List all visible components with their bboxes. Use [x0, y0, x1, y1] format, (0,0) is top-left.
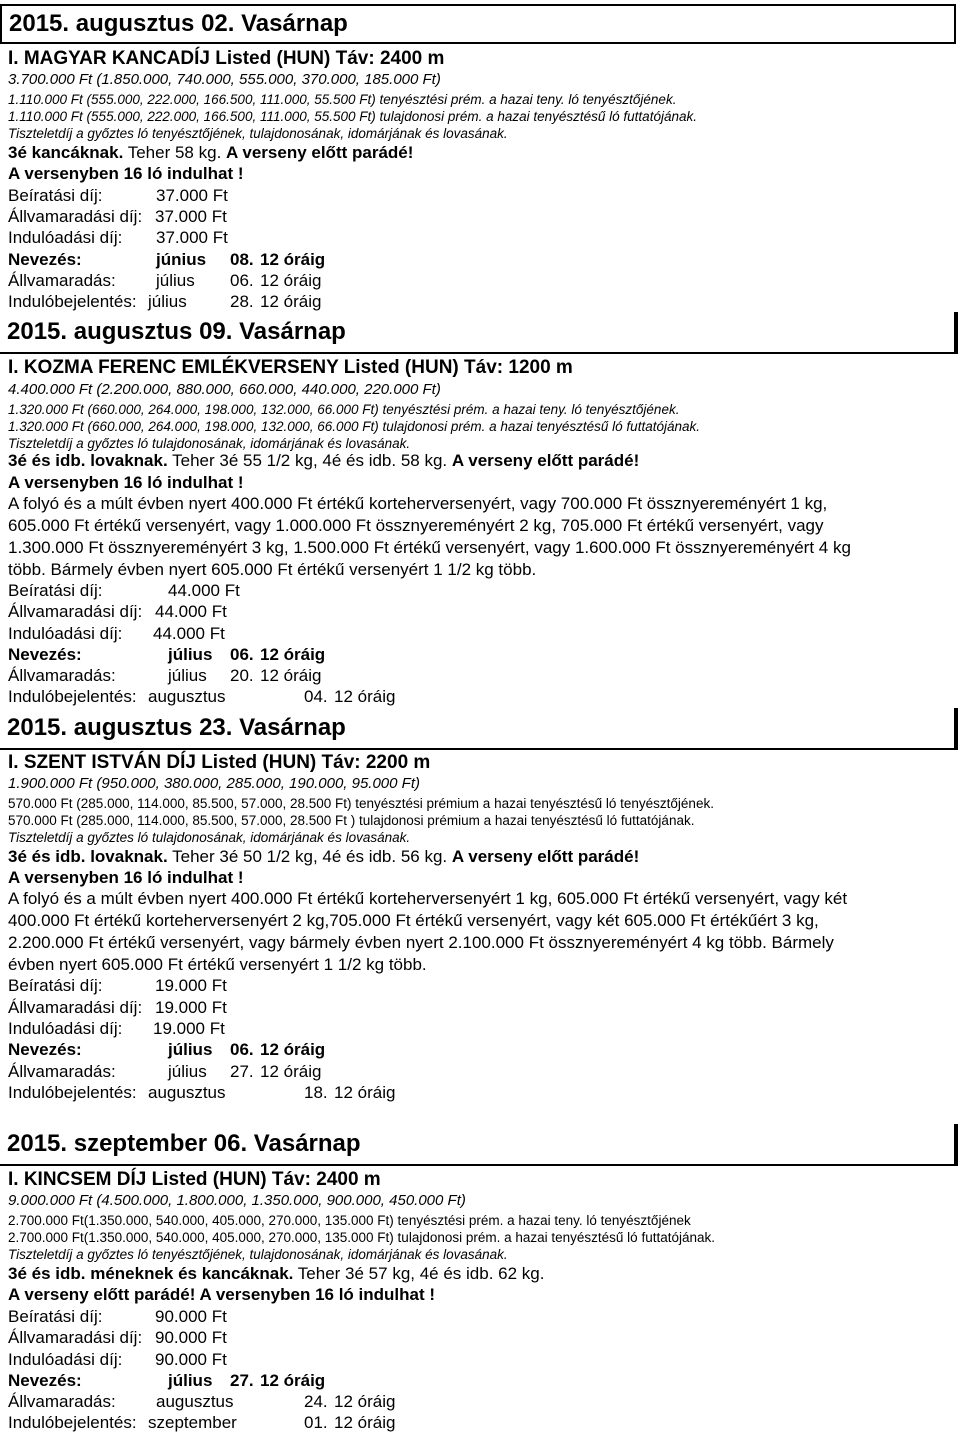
deadline-label: Nevezés:: [8, 1040, 82, 1059]
fee-label: Állvamaradási díj:: [8, 207, 143, 226]
max-runners: A versenyben 16 ló indulhat !: [8, 164, 244, 183]
deadline-label: Nevezés:: [8, 645, 82, 664]
fee-value: 44.000 Ft: [168, 581, 240, 600]
deadline-time: 12 óráig: [334, 687, 396, 706]
deadline-label: Indulóbejelentés:: [8, 1083, 137, 1102]
deadline-label: Nevezés:: [8, 1371, 82, 1390]
weight-penalty-text: A folyó és a múlt évben nyert 400.000 Ft értékű korteherversenyért 1 kg, 605.000 Ft értékű versenyért, vagy két: [8, 889, 848, 908]
race-title: I. KOZMA FERENC EMLÉKVERSENY Listed (HUN) Táv: 1200 m: [8, 357, 573, 378]
breeder-premium: 1.320.000 Ft (660.000, 264.000, 198.000, 132.000, 66.000 Ft) tenyésztési prém. a hazai teny. ló tenyésztőjének.: [8, 402, 680, 417]
fee-label: Állvamaradási díj:: [8, 602, 143, 621]
race-date-header: 2015. szeptember 06. Vasárnap: [0, 1124, 956, 1164]
deadline-day: 24.: [304, 1392, 328, 1411]
deadline-month: július: [168, 645, 213, 664]
deadline-day: 28.: [230, 292, 254, 311]
race-conditions: [8, 143, 413, 163]
deadline-month: július: [168, 1040, 213, 1059]
race-date-header: 2015. augusztus 09. Vasárnap: [0, 312, 956, 352]
fee-label: Beíratási díj:: [8, 976, 103, 995]
fee-label: Indulóadási díj:: [8, 624, 123, 643]
deadline-time: 12 óráig: [260, 292, 322, 311]
breeder-premium: 570.000 Ft (285.000, 114.000, 85.500, 57.000, 28.500 Ft) tenyésztési prémium a hazai tenyésztésű ló tenyésztőjének.: [8, 796, 714, 811]
breeder-premium: 2.700.000 Ft(1.350.000, 540.000, 405.000, 270.000, 135.000 Ft) tenyésztési prém. a hazai teny. ló tenyésztőjének: [8, 1213, 691, 1228]
deadline-month: július: [168, 1062, 207, 1081]
deadline-month: július: [156, 271, 195, 290]
conditions-weight: Teher 3é 50 1/2 kg, 4é és idb. 56 kg.: [167, 847, 452, 866]
deadline-day: 27.: [230, 1062, 254, 1081]
weight-penalty-text: 605.000 Ft értékű versenyért, vagy 1.000.000 Ft össznyereményért 2 kg, 705.000 Ft értékű versenyért, vagy: [8, 516, 824, 535]
deadline-time: 12 óráig: [260, 1062, 322, 1081]
conditions-bold: 3é és idb. méneknek és kancáknak.: [8, 1264, 294, 1283]
race-prize: 4.400.000 Ft (2.200.000, 880.000, 660.000, 440.000, 220.000 Ft): [8, 381, 441, 398]
owner-premium: 2.700.000 Ft(1.350.000, 540.000, 405.000, 270.000, 135.000 Ft) tulajdonosi prém. a hazai tenyésztésű ló futtatójának.: [8, 1230, 715, 1245]
owner-premium: 1.110.000 Ft (555.000, 222.000, 166.500, 111.000, 55.500 Ft) tulajdonosi prém. a hazai tenyésztésű ló futtatójának.: [8, 109, 697, 124]
race-prize: 1.900.000 Ft (950.000, 380.000, 285.000, 190.000, 95.000 Ft): [8, 775, 420, 792]
deadline-day: 27.: [230, 1371, 254, 1390]
deadline-label: Állvamaradás:: [8, 666, 116, 685]
deadline-month: július: [148, 292, 187, 311]
deadline-time: 12 óráig: [334, 1392, 396, 1411]
honor-prize: Tiszteletdíj a győztes ló tulajdonosának, idomárjának és lovasának.: [8, 436, 411, 451]
deadline-month: augusztus: [148, 1083, 226, 1102]
deadline-month: június: [156, 250, 207, 269]
conditions-bold: 3é kancáknak.: [8, 143, 124, 162]
deadline-time: 12 óráig: [260, 271, 322, 290]
weight-penalty-text: A folyó és a múlt évben nyert 400.000 Ft értékű korteherversenyért, vagy 700.000 Ft össznyereményért 1 kg,: [8, 494, 828, 513]
fee-label: Indulóadási díj:: [8, 228, 123, 247]
deadline-label: Indulóbejelentés:: [8, 292, 137, 311]
deadline-label: Indulóbejelentés:: [8, 687, 137, 706]
divider: [956, 312, 958, 354]
deadline-day: 08.: [230, 250, 254, 269]
honor-prize: Tiszteletdíj a győztes ló tenyésztőjének, tulajdonosának, idomárjának és lovasának.: [8, 1247, 508, 1262]
owner-premium: 1.320.000 Ft (660.000, 264.000, 198.000, 132.000, 66.000 Ft) tulajdonosi prém. a hazai tenyésztésű ló futtatójának.: [8, 419, 700, 434]
conditions-bold: 3é és idb. lovaknak.: [8, 451, 168, 470]
deadline-label: Állvamaradás:: [8, 1062, 116, 1081]
max-runners: A versenyben 16 ló indulhat !: [8, 473, 244, 492]
divider: [0, 1164, 958, 1166]
deadline-day: 06.: [230, 1040, 254, 1059]
fee-value: 37.000 Ft: [156, 228, 228, 247]
race-date-header: 2015. augusztus 02. Vasárnap: [0, 4, 956, 44]
max-runners: A verseny előtt parádé! A versenyben 16 ló indulhat !: [8, 1285, 436, 1304]
fee-value: 19.000 Ft: [155, 998, 227, 1017]
honor-prize: Tiszteletdíj a győztes ló tulajdonosának, idomárjának és lovasának.: [8, 830, 411, 845]
deadline-month: július: [168, 666, 207, 685]
deadline-month: szeptember: [148, 1413, 237, 1432]
conditions-bold: 3é és idb. lovaknak.: [8, 847, 168, 866]
weight-penalty-text: 1.300.000 Ft össznyereményért 3 kg, 1.500.000 Ft értékű versenyért, vagy 1.600.000 Ft össznyereményért 4 kg: [8, 538, 851, 557]
deadline-month: augusztus: [148, 687, 226, 706]
divider: [956, 708, 958, 750]
deadline-time: 12 óráig: [334, 1083, 396, 1102]
deadline-label: Indulóbejelentés:: [8, 1413, 137, 1432]
deadline-time: 12 óráig: [260, 1371, 326, 1390]
fee-value: 90.000 Ft: [155, 1328, 227, 1347]
conditions-parade: A verseny előtt parádé!: [226, 143, 414, 162]
deadline-time: 12 óráig: [334, 1413, 396, 1432]
weight-penalty-text: 400.000 Ft értékű korteherversenyért 2 kg,705.000 Ft értékű versenyért, vagy két 605.000 Ft értékűért 3 kg,: [8, 911, 819, 930]
conditions-weight: Teher 3é 55 1/2 kg, 4é és idb. 58 kg.: [167, 451, 452, 470]
fee-value: 19.000 Ft: [153, 1019, 225, 1038]
conditions-weight: Teher 58 kg.: [123, 143, 227, 162]
deadline-day: 06.: [230, 645, 254, 664]
fee-label: Állvamaradási díj:: [8, 998, 143, 1017]
divider: [956, 1124, 958, 1166]
fee-label: Indulóadási díj:: [8, 1019, 123, 1038]
breeder-premium: 1.110.000 Ft (555.000, 222.000, 166.500, 111.000, 55.500 Ft) tenyésztési prém. a hazai teny. ló tenyésztőjének.: [8, 92, 677, 107]
race-conditions: [8, 847, 639, 867]
divider: [0, 748, 958, 750]
fee-label: Beíratási díj:: [8, 186, 103, 205]
fee-value: 44.000 Ft: [153, 624, 225, 643]
fee-value: 44.000 Ft: [155, 602, 227, 621]
deadline-time: 12 óráig: [260, 250, 326, 269]
deadline-month: július: [168, 1371, 213, 1390]
race-title: I. KINCSEM DÍJ Listed (HUN) Táv: 2400 m: [8, 1169, 381, 1190]
weight-penalty-text: 2.200.000 Ft értékű versenyért, vagy bármely évben nyert 2.100.000 Ft össznyereményért 4 kg több. Bármely: [8, 933, 834, 952]
fee-value: 37.000 Ft: [155, 207, 227, 226]
fee-value: 37.000 Ft: [156, 186, 228, 205]
deadline-label: Nevezés:: [8, 250, 82, 269]
deadline-time: 12 óráig: [260, 666, 322, 685]
deadline-day: 18.: [304, 1083, 328, 1102]
race-prize: 9.000.000 Ft (4.500.000, 1.800.000, 1.350.000, 900.000, 450.000 Ft): [8, 1192, 466, 1209]
deadline-time: 12 óráig: [260, 645, 326, 664]
deadline-day: 04.: [304, 687, 328, 706]
owner-premium: 570.000 Ft (285.000, 114.000, 85.500, 57.000, 28.500 Ft ) tulajdonosi prémium a hazai tenyésztésű ló futtatójának.: [8, 813, 695, 828]
race-prize: 3.700.000 Ft (1.850.000, 740.000, 555.000, 370.000, 185.000 Ft): [8, 71, 441, 88]
race-date-header: 2015. augusztus 23. Vasárnap: [0, 708, 956, 748]
deadline-day: 20.: [230, 666, 254, 685]
fee-value: 90.000 Ft: [155, 1350, 227, 1369]
max-runners: A versenyben 16 ló indulhat !: [8, 868, 244, 887]
deadline-month: augusztus: [156, 1392, 234, 1411]
race-title: I. SZENT ISTVÁN DÍJ Listed (HUN) Táv: 2200 m: [8, 752, 431, 773]
deadline-day: 01.: [304, 1413, 328, 1432]
deadline-label: Állvamaradás:: [8, 271, 116, 290]
honor-prize: Tiszteletdíj a győztes ló tenyésztőjének, tulajdonosának, idomárjának és lovasának.: [8, 126, 508, 141]
conditions-weight: Teher 3é 57 kg, 4é és idb. 62 kg.: [293, 1264, 545, 1283]
fee-value: 90.000 Ft: [155, 1307, 227, 1326]
race-conditions: [8, 451, 639, 471]
weight-penalty-text: évben nyert 605.000 Ft értékű versenyért 1 1/2 kg több.: [8, 955, 427, 974]
deadline-day: 06.: [230, 271, 254, 290]
conditions-parade: A verseny előtt parádé!: [451, 451, 640, 470]
divider: [0, 352, 958, 354]
weight-penalty-text: több. Bármely évben nyert 605.000 Ft értékű versenyért 1 1/2 kg több.: [8, 560, 537, 579]
fee-label: Beíratási díj:: [8, 1307, 103, 1326]
deadline-time: 12 óráig: [260, 1040, 326, 1059]
fee-label: Beíratási díj:: [8, 581, 103, 600]
fee-label: Állvamaradási díj:: [8, 1328, 143, 1347]
fee-value: 19.000 Ft: [155, 976, 227, 995]
fee-label: Indulóadási díj:: [8, 1350, 123, 1369]
race-conditions: [8, 1264, 544, 1284]
race-title: I. MAGYAR KANCADÍJ Listed (HUN) Táv: 2400 m: [8, 48, 445, 69]
conditions-parade: A verseny előtt parádé!: [451, 847, 640, 866]
deadline-label: Állvamaradás:: [8, 1392, 116, 1411]
